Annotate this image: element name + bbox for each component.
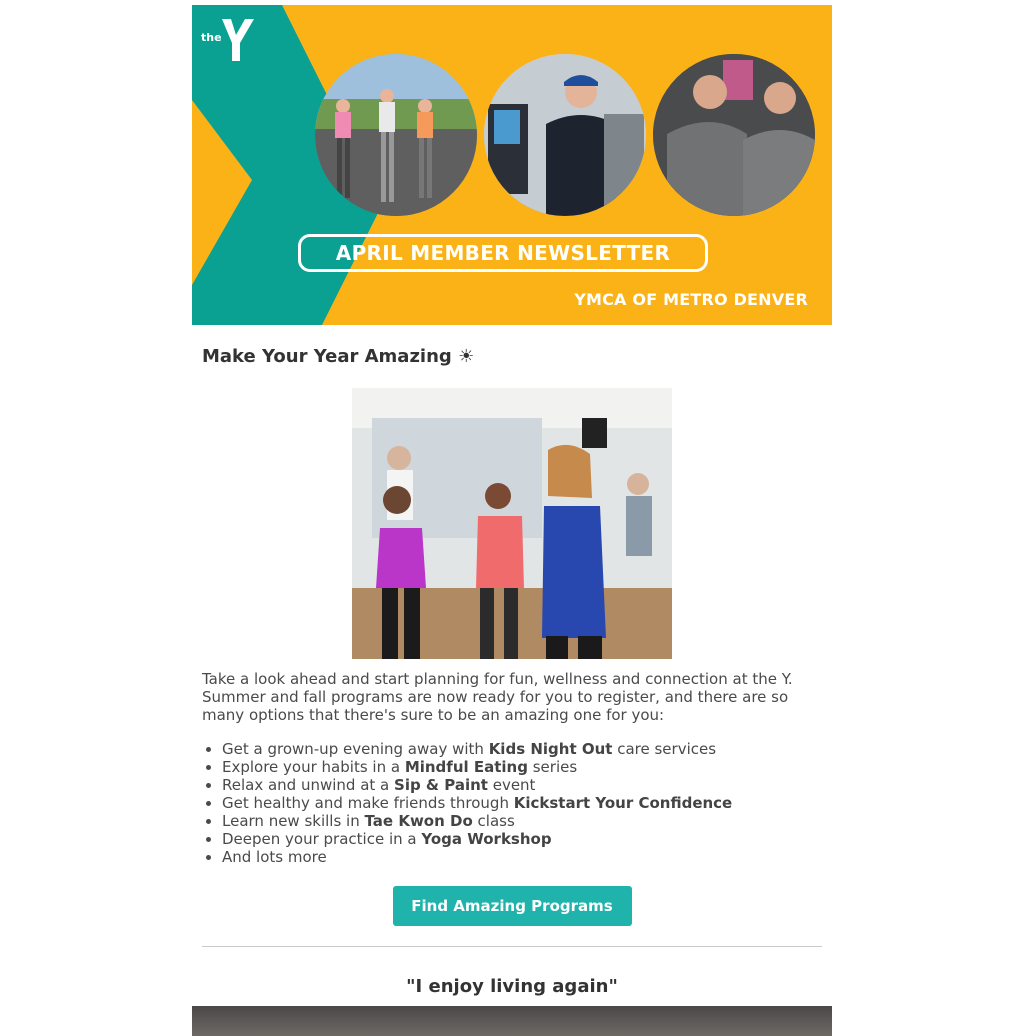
testimonial-heading: "I enjoy living again": [406, 976, 618, 997]
logo-text: the: [201, 31, 222, 44]
testimonial-photo: [192, 1006, 832, 1036]
newsletter-body: [192, 5, 832, 1036]
section-title: Make Your Year Amazing: [202, 346, 452, 367]
list-item: • Learn new skills in Tae Kwon Do class: [222, 812, 832, 830]
egym-member-photo: [484, 54, 646, 216]
section-heading: [202, 346, 832, 368]
cta-container: [192, 886, 832, 926]
intro-paragraph: Take a look ahead and start planning for fun, wellness and connection at the Y. Summer and fall programs are now ready for you to register, and there are so many options that there's sure to be an amazing one for you:: [202, 670, 793, 724]
sparkle-icon: ☀: [458, 346, 475, 367]
list-item: • Get healthy and make friends through Kickstart Your Confidence: [222, 794, 832, 812]
find-programs-button[interactable]: Find Amazing Programs: [393, 886, 632, 926]
ymca-logo: [200, 15, 260, 65]
list-item: • Get a grown-up evening away with Kids Night Out care services: [222, 740, 832, 758]
section-divider: [202, 946, 822, 947]
org-name: YMCA OF METRO DENVER: [574, 290, 808, 309]
kids-jumping-photo: [315, 54, 477, 216]
list-item: • Relax and unwind at a Sip & Paint event: [222, 776, 832, 794]
list-item: • Deepen your practice in a Yoga Workshop: [222, 830, 832, 848]
newsletter-banner: [192, 5, 832, 325]
two-staff-photo: [653, 54, 815, 216]
dance-class-photo: [352, 388, 672, 659]
program-list: [192, 740, 832, 866]
list-item: • And lots more: [222, 848, 832, 866]
list-item: • Explore your habits in a Mindful Eating series: [222, 758, 832, 776]
newsletter-title: APRIL MEMBER NEWSLETTER: [298, 234, 708, 272]
